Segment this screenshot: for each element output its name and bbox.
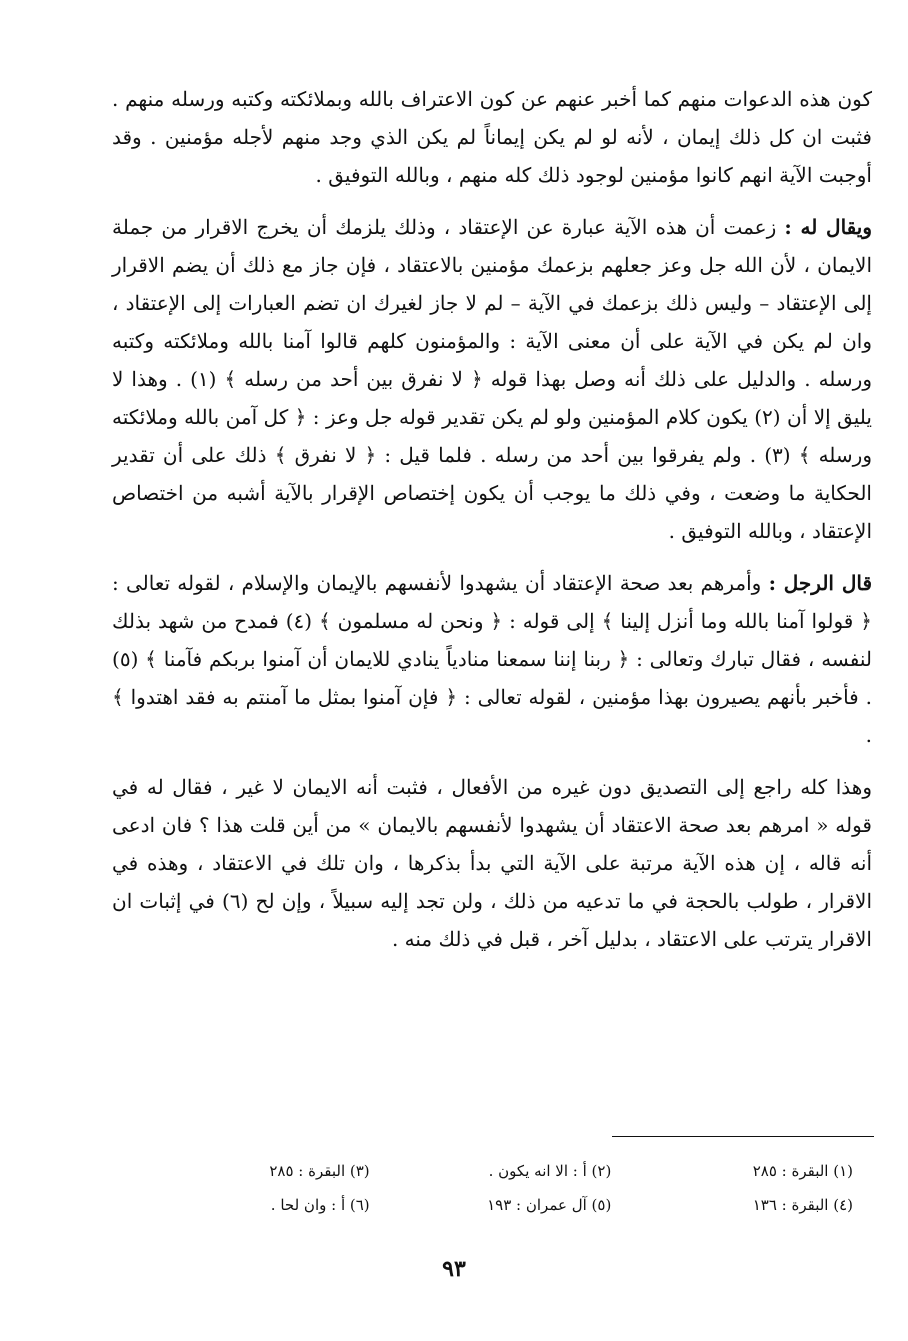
footnotes <box>128 1154 853 1222</box>
paragraph-text: وهذا كله راجع إلى التصديق دون غيره من الأفعال ، فثبت أنه الايمان لا غير ، فقال له في قوله « امرهم بعد صحة الاعتقاد أن يشهدوا لأنفسهم بالايمان » من أين قلت هذا ؟ فان ادعى أنه قاله ، إن هذه الآية مرتبة على الآية التي بدأ بذكرها ، وان تلك في الاعتقاد ، وهذه في الاقرار ، طولب بالحجة في ما تدعيه من ذلك ، ولن تجد إليه سبيلاً ، وإن لح (٦) في إثبات ان الاقرار يترتب على الاعتقاد ، بدليل آخر ، قبل في ذلك منه . <box>112 775 872 951</box>
main-text <box>112 80 872 958</box>
paragraph-3 <box>112 564 872 754</box>
paragraph-lead: قال الرجل : <box>768 571 872 595</box>
footnote-4: (٤) البقرة : ١٣٦ <box>752 1196 853 1214</box>
footnote-row <box>128 1188 853 1222</box>
footnote-divider <box>612 1136 874 1137</box>
paragraph-1 <box>112 80 872 194</box>
footnote-3: (٣) البقرة : ٢٨٥ <box>269 1162 370 1180</box>
paragraph-2 <box>112 208 872 550</box>
paragraph-lead: ويقال له : <box>784 215 873 239</box>
footnote-2: (٢) أ : الا انه يكون . <box>488 1162 612 1180</box>
page-number: ٩٣ <box>442 1256 466 1282</box>
paragraph-text: وأمرهم بعد صحة الإعتقاد أن يشهدوا لأنفسهم بالإيمان والإسلام ، لقوله تعالى : ﴿ قولوا آمنا بالله وما أنزل إلينا ﴾ إلى قوله : ﴿ ونحن له مسلمون ﴾ (٤) فمدح من شهد بذلك لنفسه ، فقال تبارك وتعالى : ﴿ ربنا إننا سمعنا منادياً ينادي للايمان أن آمنوا بربكم فآمنا ﴾ (٥) . فأخبر بأنهم يصيرون بهذا مؤمنين ، لقوله تعالى : ﴿ فإن آمنوا بمثل ما آمنتم به فقد اهتدوا ﴾ . <box>112 571 872 747</box>
footnote-row <box>128 1154 853 1188</box>
footnote-6: (٦) أ : وان لحا . <box>270 1196 370 1214</box>
paragraph-text: كون هذه الدعوات منهم كما أخبر عنهم عن كون الاعتراف بالله وبملائكته وكتبه ورسله منهم . فثبت ان كل ذلك إيمان ، لأنه لو لم يكن إيماناً لم يكن الذي وجد منهم لأجله مؤمنين . وقد أوجبت الآية انهم كانوا مؤمنين لوجود ذلك كله منهم ، وبالله التوفيق . <box>112 87 872 187</box>
paragraph-text: زعمت أن هذه الآية عبارة عن الإعتقاد ، وذلك يلزمك أن يخرج الاقرار من جملة الايمان ، لأن الله جل وعز جعلهم بزعمك مؤمنين بالاعتقاد ، فإن جاز مع ذلك أن يضم الاقرار إلى الإعتقاد – وليس ذلك بزعمك في الآية – لم لا جاز لغيرك ان تضم العبارات إلى الإعتقاد ، وان لم يكن في الآية على أن معنى الآية : والمؤمنون كلهم قالوا آمنا بالله وملائكته وكتبه ورسله . والدليل على ذلك أنه وصل بهذا قوله ﴿ لا نفرق بين أحد من رسله ﴾ (١) . وهذا لا يليق إلا أن (٢) يكون كلام المؤمنين ولو لم يكن تقدير قوله جل وعز : ﴿ كل آمن بالله وملائكته ورسله ﴾ (٣) . ولم يفرقوا بين أحد من رسله . فلما قيل : ﴿ لا نفرق ﴾ ذلك على أن تقدير الحكاية ما وضعت ، وفي ذلك ما يوجب أن يكون إختصاص الإقرار بالآية أشبه من اختصاص الإعتقاد ، وبالله التوفيق . <box>112 215 872 543</box>
paragraph-4 <box>112 768 872 958</box>
footnote-1: (١) البقرة : ٢٨٥ <box>752 1162 853 1180</box>
footnote-5: (٥) آل عمران : ١٩٣ <box>487 1196 612 1214</box>
